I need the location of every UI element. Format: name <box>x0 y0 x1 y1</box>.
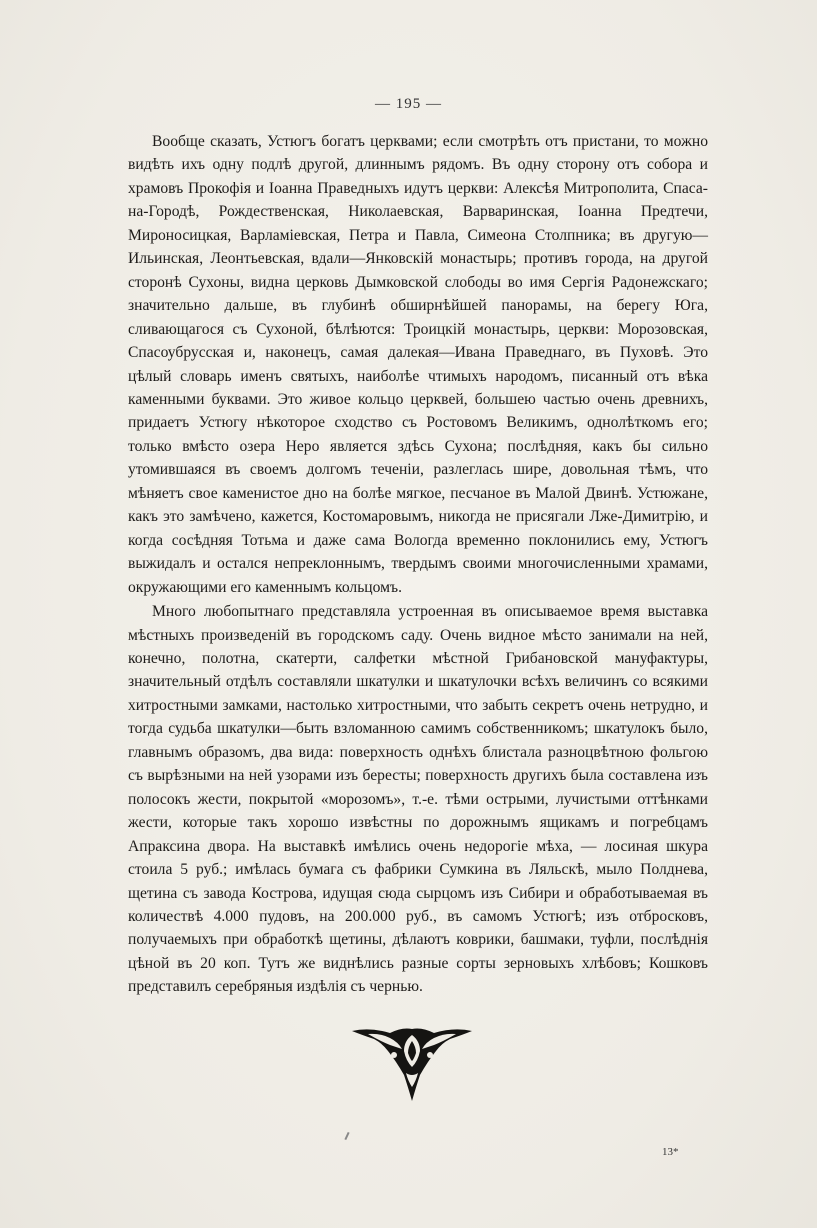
paper-mark <box>344 1132 349 1140</box>
paragraph-exhibition: Много любопытнаго представляла устроенная въ описываемое время выставка мѣстныхъ произведеній въ городскомъ саду. Очень видное мѣсто занимали на ней, конечно, полотна, скатерти, салфетки мѣстной Грибановской мануфактуры, значительный отдѣлъ составляли шкатулки и шкатулочки всѣхъ величинъ со всякими хитростными замками, настолько хитростными, что забыть секретъ очень нетрудно, и тогда судьба шкатулки—быть взломанною самимъ собственникомъ; шкатулокъ было, главнымъ образомъ, два вида: поверхность однѣхъ блистала разноцвѣтною фольгою съ вырѣзными на ней узорами изъ бересты; поверхность другихъ была составлена изъ полосокъ жести, покрытой «морозомъ», т.-е. тѣми острыми, лучистыми оттѣнками жести, которые такъ хорошо извѣстны по дорожнымъ ящикамъ и погребцамъ Апраксина двора. На выставкѣ имѣлись очень недорогіе мѣха, — лосиная шкура стоила 5 руб.; имѣлась бумага съ фабрики Сумкина въ Ляльскѣ, мыло Полднева, щетина съ завода Кострова, идущая сюда сырцомъ изъ Сибири и обработываемая въ количествѣ 4.000 пудовъ, на 200.000 руб., въ самомъ Устюгѣ; изъ отбросковъ, получаемыхъ при обработкѣ щетины, дѣлаютъ коврики, башмаки, туфли, послѣднія цѣной въ 20 коп. Тутъ же виднѣлись разные сорты зерновыхъ хлѣбовъ; Кошковъ представилъ серебряныя издѣлія съ чернью. <box>128 603 708 996</box>
signature-mark: 13* <box>662 1146 679 1158</box>
tailpiece-ornament-icon <box>350 1025 474 1103</box>
paragraph-churches: Вообще сказать, Устюгъ богатъ церквами; если смотрѣть отъ пристани, то можно видѣть ихъ одну подлѣ другой, длиннымъ рядомъ. Въ одну сторону отъ собора и храмовъ Прокофія и Іоанна Праведныхъ идутъ церкви: Алексѣя Митрополита, Спаса-на-Городѣ, Рождественская, Николаевская, Варваринская, Іоанна Предтечи, Мироносицкая, Варламіевская, Петра и Павла, Симеона Столпника; въ другую—Ильинская, Леонтьевская, вдали—Янковскій монастырь; противъ города, на другой сторонѣ Сухоны, видна церковь Дымковской слободы во имя Сергія Радонежскаго; значительно дальше, въ глубинѣ обширнѣйшей панорамы, на берегу Юга, сливающагося съ Сухоной, бѣлѣются: Троицкій монастырь, церкви: Морозовская, Спасоубрусская и, наконецъ, самая далекая—Ивана Праведнаго, въ Пуховѣ. Это цѣлый словарь именъ святыхъ, наиболѣе чтимыхъ народомъ, писанный отъ вѣка каменными буквами. Это живое кольцо церквей, большею частью очень древнихъ, придаетъ Устюгу нѣкоторое сходство съ Ростовомъ Великимъ, однолѣткомъ его; только вмѣсто озера Неро является здѣсь Сухона; послѣдняя, какъ бы сильно утомившаяся въ своемъ долгомъ теченіи, разлеглась шире, довольная тѣмъ, что мѣняетъ свое каменистое дно на болѣе мягкое, песчаное въ Малой Двинѣ. Устюжане, какъ это замѣчено, кажется, Костомаровымъ, никогда не присягали Лже-Димитрію, и когда сосѣдняя Тотьма и даже сама Вологда временно поклонились ему, Устюгъ выжидалъ и остался непреклоннымъ, твердымъ своими многочисленными храмами, окружающими его каменнымъ кольцомъ. <box>128 133 708 596</box>
page-number: — 195 — <box>375 96 442 112</box>
body-text <box>128 130 708 999</box>
